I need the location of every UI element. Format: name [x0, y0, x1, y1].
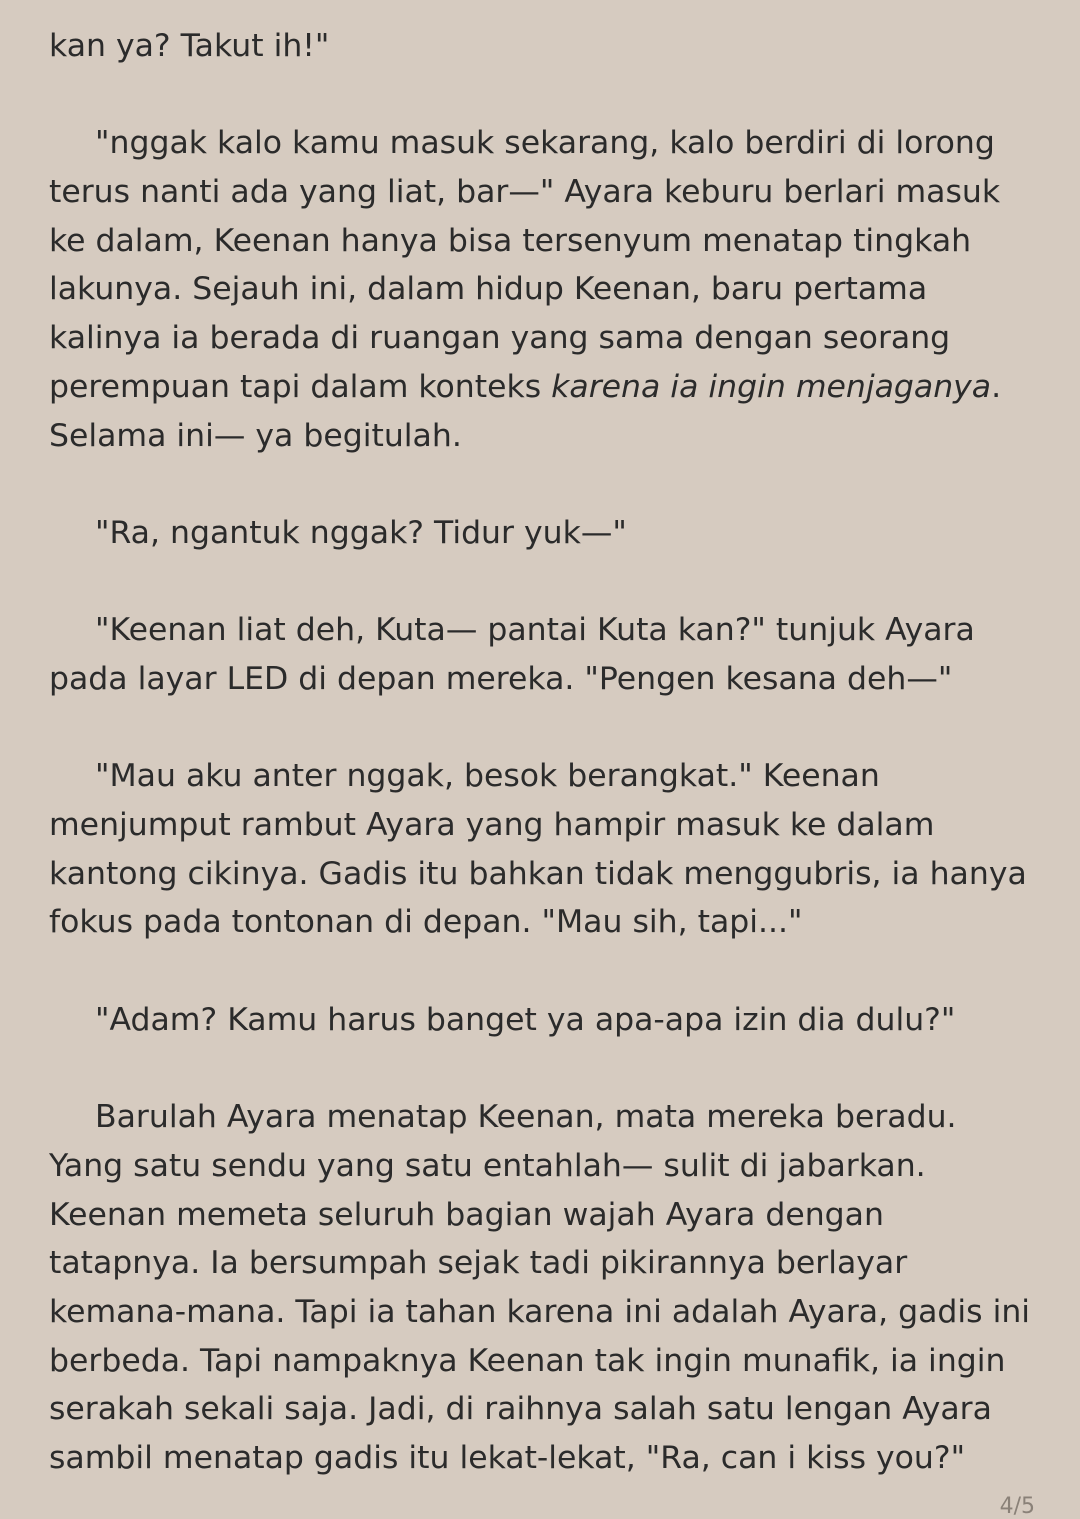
text-line: kantong cikinya. Gadis itu bahkan tidak menggubris, ia hanya: [49, 855, 1027, 892]
text-line: pada layar LED di depan mereka. "Pengen kesana deh—": [49, 660, 953, 697]
text-line: [49, 363, 1039, 412]
text-line: fokus pada tontonan di depan. "Mau sih, tapi...": [49, 904, 803, 941]
text-line: sambil menatap gadis itu lekat-lekat, "Ra, can i kiss you?": [49, 1439, 966, 1476]
text-line: Barulah Ayara menatap Keenan, mata mereka beradu.: [95, 1099, 957, 1136]
text-line: Keenan memeta seluruh bagian wajah Ayara dengan: [49, 1196, 884, 1233]
paragraph-gap: [49, 460, 1039, 509]
paragraph-gap: [49, 1044, 1039, 1093]
text-line: lakunya. Sejauh ini, dalam hidup Keenan, baru pertama: [49, 271, 928, 308]
text-line: "nggak kalo kamu masuk sekarang, kalo berdiri di lorong: [95, 125, 995, 162]
paragraph-gap: [49, 558, 1039, 607]
text-line: Yang satu sendu yang satu entahlah— sulit di jabarkan.: [49, 1147, 926, 1184]
text-line: kemana-mana. Tapi ia tahan karena ini adalah Ayara, gadis ini: [49, 1293, 1031, 1330]
text-line: tatapnya. Ia bersumpah sejak tadi pikirannya berlayar: [49, 1245, 908, 1282]
text-span: perempuan tapi dalam konteks: [49, 368, 552, 405]
text-line: menjumput rambut Ayara yang hampir masuk ke dalam: [49, 807, 935, 843]
paragraph-gap: [49, 947, 1039, 996]
text-line: terus nanti ada yang liat, bar—" Ayara keburu berlari masuk: [49, 174, 1001, 211]
text-line: berbeda. Tapi nampaknya Keenan tak ingin munafik, ia ingin: [49, 1342, 1006, 1379]
text-line: kan ya? Takut ih!": [49, 28, 330, 64]
text-line: "Adam? Kamu harus banget ya apa-apa izin dia dulu?": [95, 1001, 956, 1038]
text-line: kalinya ia berada di ruangan yang sama dengan seorang: [49, 320, 951, 357]
text-line: serakah sekali saja. Jadi, di raihnya salah satu lengan Ayara: [49, 1391, 992, 1428]
text-line: "Mau aku anter nggak, besok berangkat." Keenan: [95, 758, 880, 795]
text-line: "Keenan liat deh, Kuta— pantai Kuta kan?" tunjuk Ayara: [95, 612, 975, 649]
text-line: "Ra, ngantuk nggak? Tidur yuk—": [95, 514, 627, 551]
italic-phrase: karena ia ingin menjaganya: [551, 368, 992, 405]
text-span: .: [991, 368, 1002, 405]
page-indicator: 4/5: [999, 1494, 1035, 1519]
paragraph-gap: [49, 71, 1039, 120]
reader-page: [49, 22, 1039, 1483]
paragraph-gap: [49, 704, 1039, 753]
text-line: Selama ini— ya begitulah.: [49, 417, 462, 454]
text-line: ke dalam, Keenan hanya bisa tersenyum menatap tingkah: [49, 222, 972, 259]
